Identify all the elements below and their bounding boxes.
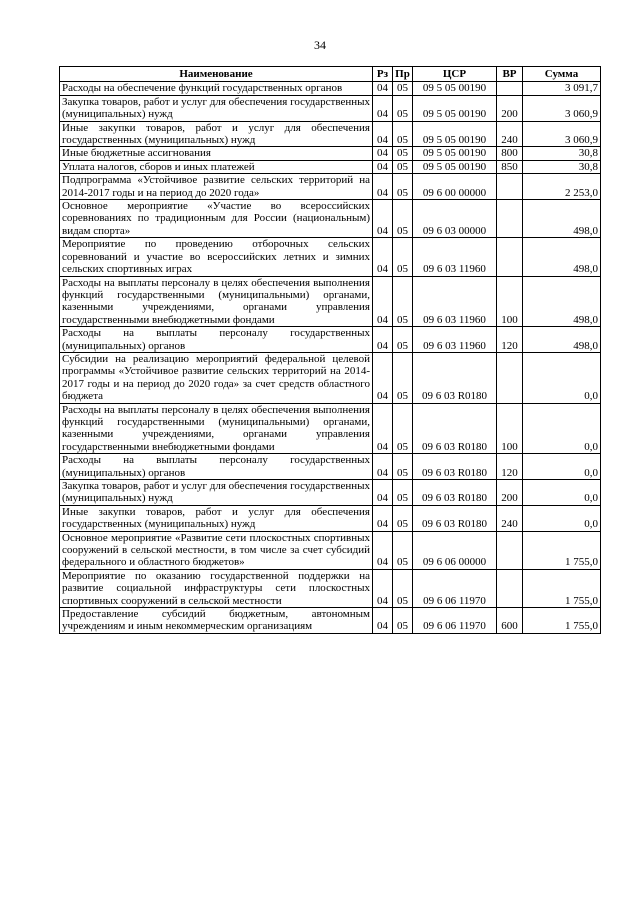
cell-csr: 09 6 00 00000 [413,174,497,200]
cell-vr [497,352,523,403]
cell-pr: 05 [393,352,413,403]
cell-rz: 04 [373,327,393,353]
cell-sum: 0,0 [523,454,601,480]
cell-name: Подпрограмма «Устойчивое развитие сельских территорий на 2014-2017 годы и на период до 2020 года» [60,174,373,200]
cell-sum: 1 755,0 [523,608,601,634]
table-row [60,276,601,327]
table-row [60,352,601,403]
table-row [60,174,601,200]
cell-sum: 30,8 [523,160,601,173]
cell-sum: 0,0 [523,505,601,531]
cell-csr: 09 6 03 R0180 [413,454,497,480]
header-pr: Пр [393,67,413,82]
cell-csr: 09 6 06 11970 [413,569,497,607]
header-sum: Сумма [523,67,601,82]
cell-sum: 498,0 [523,200,601,238]
cell-pr: 05 [393,174,413,200]
cell-vr: 120 [497,327,523,353]
cell-name: Расходы на выплаты персоналу государственных (муниципальных) органов [60,454,373,480]
cell-rz: 04 [373,200,393,238]
cell-pr: 05 [393,569,413,607]
cell-csr: 09 6 06 11970 [413,608,497,634]
cell-rz: 04 [373,121,393,147]
cell-sum: 3 091,7 [523,82,601,95]
cell-name: Расходы на обеспечение функций государственных органов [60,82,373,95]
cell-rz: 04 [373,531,393,569]
cell-name: Иные закупки товаров, работ и услуг для обеспечения государственных (муниципальных) нужд [60,505,373,531]
table-row [60,147,601,160]
cell-vr [497,200,523,238]
table-row [60,238,601,276]
cell-vr [497,82,523,95]
cell-sum: 1 755,0 [523,531,601,569]
cell-sum: 3 060,9 [523,95,601,121]
cell-pr: 05 [393,200,413,238]
table-row [60,569,601,607]
cell-vr: 200 [497,480,523,506]
table-row [60,403,601,454]
header-csr: ЦСР [413,67,497,82]
table-row [60,160,601,173]
cell-pr: 05 [393,608,413,634]
cell-sum: 1 755,0 [523,569,601,607]
cell-csr: 09 6 03 11960 [413,238,497,276]
cell-pr: 05 [393,147,413,160]
cell-name: Предоставление субсидий бюджетным, автономным учреждениям и иным некоммерческим организациям [60,608,373,634]
cell-vr: 100 [497,403,523,454]
cell-vr: 200 [497,95,523,121]
cell-name: Мероприятие по проведению отборочных сельских соревнований и участие во всероссийских летних и зимних сельских спортивных играх [60,238,373,276]
cell-pr: 05 [393,505,413,531]
cell-rz: 04 [373,480,393,506]
cell-pr: 05 [393,454,413,480]
cell-rz: 04 [373,276,393,327]
cell-vr: 850 [497,160,523,173]
cell-vr: 240 [497,121,523,147]
cell-name: Закупка товаров, работ и услуг для обеспечения государственных (муниципальных) нужд [60,95,373,121]
cell-pr: 05 [393,327,413,353]
cell-vr [497,238,523,276]
cell-csr: 09 6 03 R0180 [413,505,497,531]
cell-name: Основное мероприятие «Участие во всероссийских соревнованиях по традиционным для России (национальным) видам спорта» [60,200,373,238]
cell-rz: 04 [373,403,393,454]
cell-csr: 09 5 05 00190 [413,95,497,121]
table-row [60,121,601,147]
cell-rz: 04 [373,147,393,160]
cell-rz: 04 [373,569,393,607]
cell-rz: 04 [373,505,393,531]
cell-name: Расходы на выплаты персоналу в целях обеспечения выполнения функций государственными (муниципальными) органами, казенными учреждениями, органами управления государственными внебюджетными фондами [60,276,373,327]
cell-sum: 0,0 [523,480,601,506]
cell-csr: 09 6 03 R0180 [413,403,497,454]
cell-csr: 09 5 05 00190 [413,82,497,95]
table-row [60,327,601,353]
table-row [60,531,601,569]
cell-csr: 09 6 03 11960 [413,327,497,353]
cell-vr: 240 [497,505,523,531]
cell-name: Закупка товаров, работ и услуг для обеспечения государственных (муниципальных) нужд [60,480,373,506]
cell-pr: 05 [393,95,413,121]
cell-vr [497,174,523,200]
table-row [60,200,601,238]
cell-rz: 04 [373,160,393,173]
cell-csr: 09 6 03 R0180 [413,352,497,403]
cell-rz: 04 [373,238,393,276]
cell-name: Иные закупки товаров, работ и услуг для обеспечения государственных (муниципальных) нужд [60,121,373,147]
header-name: Наименование [60,67,373,82]
cell-pr: 05 [393,276,413,327]
cell-sum: 498,0 [523,238,601,276]
cell-name: Основное мероприятие «Развитие сети плоскостных спортивных сооружений в сельской местности, в том числе за счет субсидий федерального и областного бюджетов» [60,531,373,569]
cell-pr: 05 [393,480,413,506]
cell-vr: 600 [497,608,523,634]
cell-name: Мероприятие по оказанию государственной поддержки на развитие социальной инфраструктуры сети плоскостных спортивных сооружений в сельской местности [60,569,373,607]
cell-name: Расходы на выплаты персоналу в целях обеспечения выполнения функций государственными (муниципальными) органами, казенными учреждениями, органами управления государственными внебюджетными фондами [60,403,373,454]
cell-sum: 498,0 [523,327,601,353]
cell-pr: 05 [393,160,413,173]
cell-pr: 05 [393,82,413,95]
cell-csr: 09 5 05 00190 [413,160,497,173]
cell-vr: 800 [497,147,523,160]
cell-pr: 05 [393,121,413,147]
cell-rz: 04 [373,95,393,121]
cell-sum: 2 253,0 [523,174,601,200]
cell-csr: 09 6 03 00000 [413,200,497,238]
cell-name: Субсидии на реализацию мероприятий федеральной целевой программы «Устойчивое развитие сельских территорий на 2014-2017 годы и на период до 2020 года» за счет средств областного бюджета [60,352,373,403]
cell-sum: 3 060,9 [523,121,601,147]
table-row [60,480,601,506]
cell-rz: 04 [373,454,393,480]
cell-csr: 09 5 05 00190 [413,147,497,160]
cell-vr: 120 [497,454,523,480]
cell-name: Расходы на выплаты персоналу государственных (муниципальных) органов [60,327,373,353]
cell-csr: 09 6 06 00000 [413,531,497,569]
cell-vr [497,569,523,607]
cell-rz: 04 [373,352,393,403]
table-row [60,608,601,634]
cell-name: Уплата налогов, сборов и иных платежей [60,160,373,173]
cell-csr: 09 6 03 R0180 [413,480,497,506]
cell-vr: 100 [497,276,523,327]
cell-rz: 04 [373,174,393,200]
cell-csr: 09 5 05 00190 [413,121,497,147]
cell-sum: 0,0 [523,352,601,403]
cell-pr: 05 [393,403,413,454]
budget-table [59,66,601,634]
table-row [60,95,601,121]
table-row [60,454,601,480]
cell-pr: 05 [393,531,413,569]
page-number: 34 [314,38,326,52]
cell-vr [497,531,523,569]
cell-csr: 09 6 03 11960 [413,276,497,327]
cell-rz: 04 [373,82,393,95]
header-vr: ВР [497,67,523,82]
cell-name: Иные бюджетные ассигнования [60,147,373,160]
cell-pr: 05 [393,238,413,276]
table-row [60,82,601,95]
header-rz: Рз [373,67,393,82]
cell-sum: 0,0 [523,403,601,454]
table-row [60,505,601,531]
cell-sum: 30,8 [523,147,601,160]
cell-sum: 498,0 [523,276,601,327]
cell-rz: 04 [373,608,393,634]
table-header-row [60,67,601,82]
